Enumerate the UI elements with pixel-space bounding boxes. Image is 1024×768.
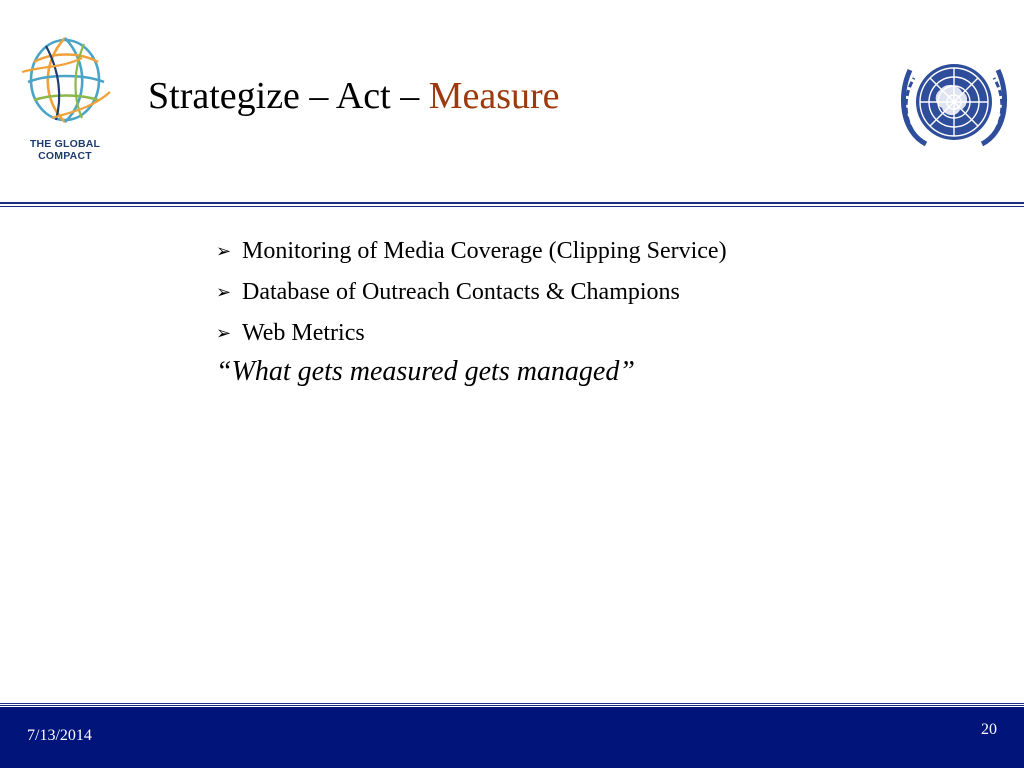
bullet-text: Web Metrics (242, 320, 365, 346)
bullet-text: Database of Outreach Contacts & Champions (242, 279, 680, 305)
un-emblem-icon (896, 52, 1012, 152)
slide-title (148, 74, 560, 118)
footer-date: 7/13/2014 (27, 727, 92, 744)
slide-footer (0, 707, 1024, 768)
page-number: 20 (981, 721, 997, 738)
arrowhead-bullet-icon: ➢ (216, 323, 232, 344)
footer-divider (0, 703, 1024, 706)
bullet-item (216, 231, 727, 272)
quote-text: “What gets measured gets managed” (216, 356, 635, 387)
un-emblem (896, 52, 1012, 152)
title-prefix: Strategize – Act – (148, 75, 429, 117)
logo-text-line-2: COMPACT (38, 150, 92, 162)
title-accent: Measure (428, 75, 560, 117)
title-divider (0, 202, 1024, 207)
bullet-list (216, 231, 727, 354)
bullet-item (216, 313, 727, 354)
bullet-item (216, 272, 727, 313)
globe-logo-icon (12, 22, 118, 134)
global-compact-logo (12, 22, 118, 172)
arrowhead-bullet-icon: ➢ (216, 282, 232, 303)
bullet-text: Monitoring of Media Coverage (Clipping Service) (242, 238, 727, 264)
arrowhead-bullet-icon: ➢ (216, 241, 232, 262)
logo-text-line-1: THE GLOBAL (29, 138, 101, 150)
